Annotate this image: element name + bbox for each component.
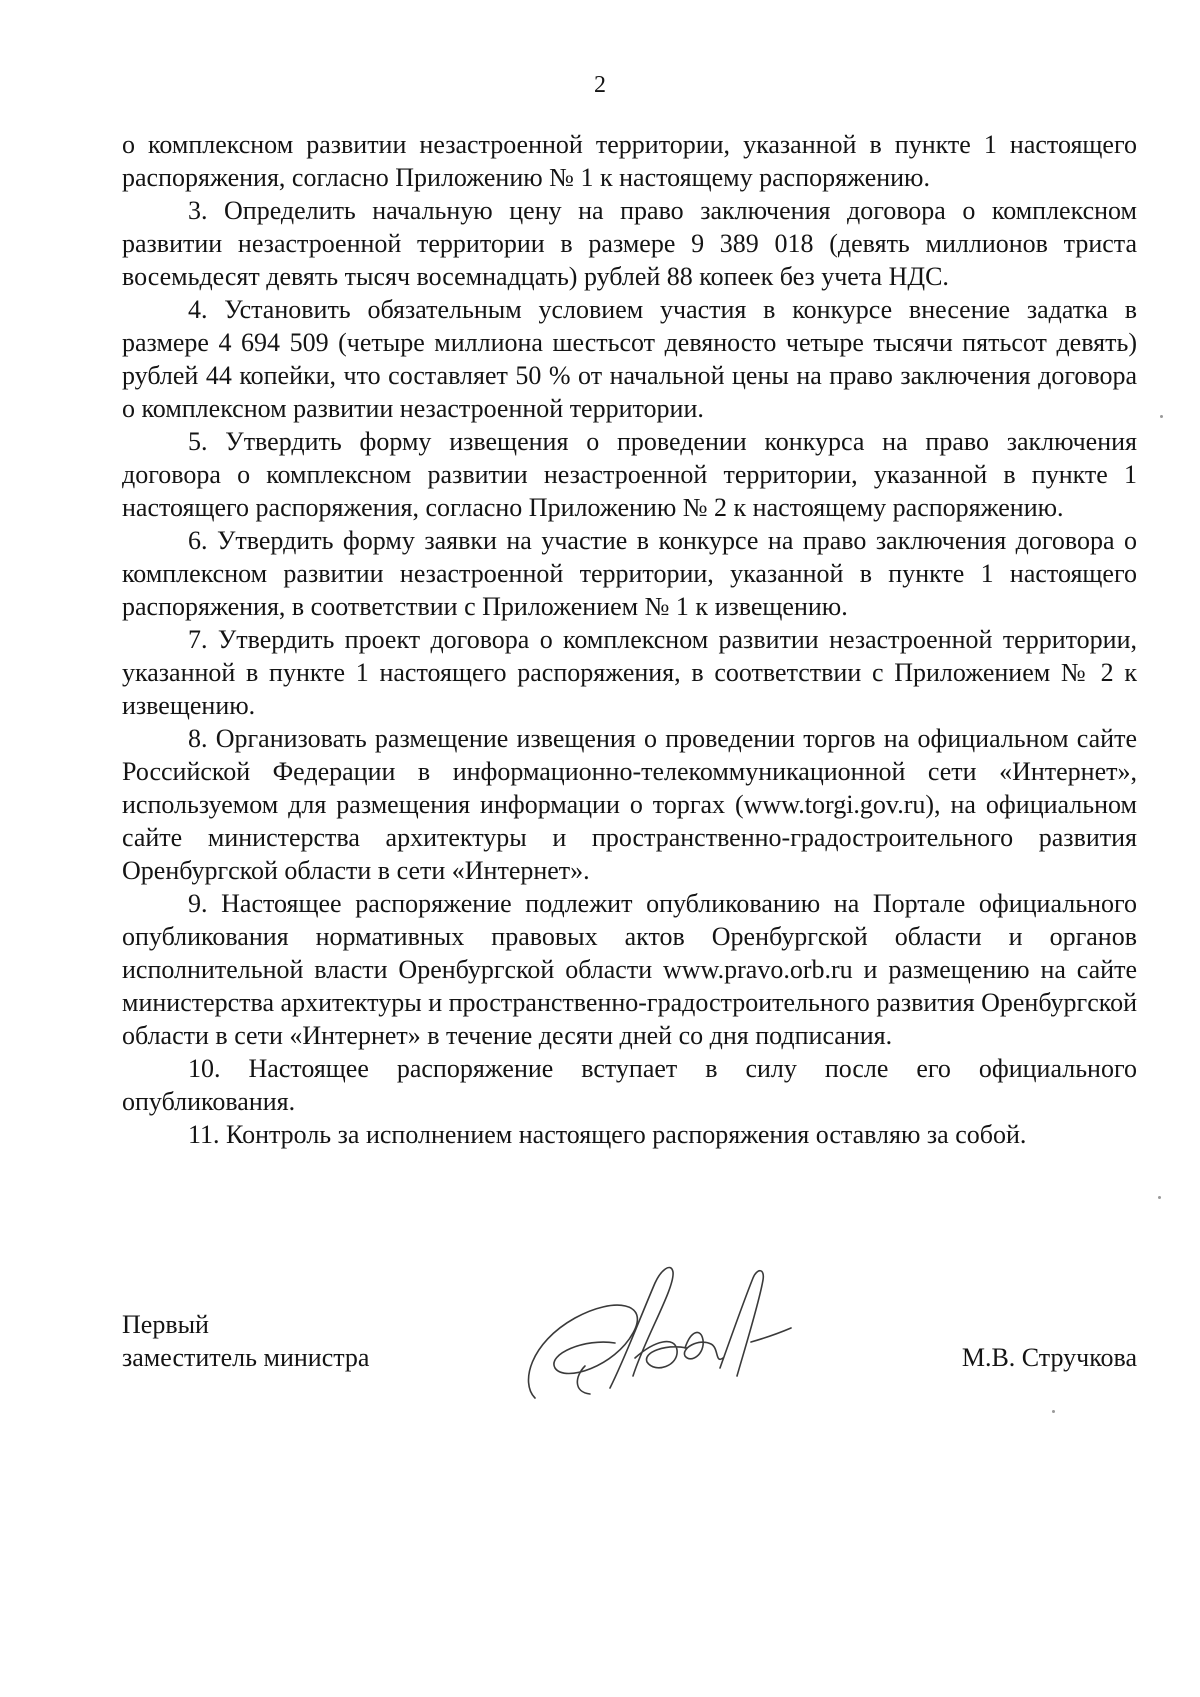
signature-block xyxy=(122,1308,1137,1428)
paragraph-item-7: 7. Утвердить проект договора о комплексном развитии незастроенной территории, указанной в пункте 1 настоящего распоряжения, в соответствии с Приложением № 2 к извещению. xyxy=(122,625,1137,720)
paragraph-item-5: 5. Утвердить форму извещения о проведении конкурса на право заключения договора о комплексном развитии незастроенной территории, указанной в пункте 1 настоящего распоряжения, согласно Приложению № 2 к настоящему распоряжению. xyxy=(122,427,1137,522)
signatory-name: М.В. Стручкова xyxy=(961,1343,1137,1372)
paragraph-item-3: 3. Определить начальную цену на право заключения договора о комплексном развитии незастроенной территории в размере 9 389 018 (девять миллионов триста восемьдесят девять тысяч восемнадцать) рублей 88 копеек без учета НДС. xyxy=(122,196,1137,291)
page-number: 2 xyxy=(594,72,606,98)
paragraph-item-10: 10. Настоящее распоряжение вступает в силу после его официального опубликования. xyxy=(122,1054,1137,1116)
scan-speck xyxy=(1158,1196,1161,1199)
paragraph-item-4: 4. Установить обязательным условием участия в конкурсе внесение задатка в размере 4 694 509 (четыре миллиона шестьсот девяносто четыре тысячи пятьсот девять) рублей 44 копейки, что составляет 50 % от начальной цены на право заключения договора о комплексном развитии незастроенной территории. xyxy=(122,295,1137,423)
signatory-title-line1: Первый xyxy=(122,1310,209,1339)
scan-speck xyxy=(1052,1410,1055,1413)
document-body xyxy=(122,128,1137,1151)
signatory-title-line2: заместитель министра xyxy=(122,1343,370,1372)
paragraph-item-9: 9. Настоящее распоряжение подлежит опубликованию на Портале официального опубликования нормативных правовых актов Оренбургской области и органов исполнительной власти Оренбургской области www.pravo.orb.ru и размещению на сайте министерства архитектуры и пространственно-градостроительного развития Оренбургской области в сети «Интернет» в течение десяти дней со дня подписания. xyxy=(122,889,1137,1050)
paragraph-item-11: 11. Контроль за исполнением настоящего распоряжения оставляю за собой. xyxy=(188,1120,1027,1149)
paragraph-item-6: 6. Утвердить форму заявки на участие в конкурсе на право заключения договора о комплексном развитии незастроенной территории, указанной в пункте 1 настоящего распоряжения, в соответствии с Приложением № 1 к извещению. xyxy=(122,526,1137,621)
paragraph-item-8: 8. Организовать размещение извещения о проведении торгов на официальном сайте Российской Федерации в информационно-телекоммуникационной сети «Интернет», используемом для размещения информации о торгах (www.torgi.gov.ru), на официальном сайте министерства архитектуры и пространственно-градостроительного развития Оренбургской области в сети «Интернет». xyxy=(122,724,1137,885)
paragraph-continuation: о комплексном развитии незастроенной территории, указанной в пункте 1 настоящего распоряжения, согласно Приложению № 1 к настоящему распоряжению. xyxy=(122,130,1137,192)
scan-speck xyxy=(1160,415,1163,418)
